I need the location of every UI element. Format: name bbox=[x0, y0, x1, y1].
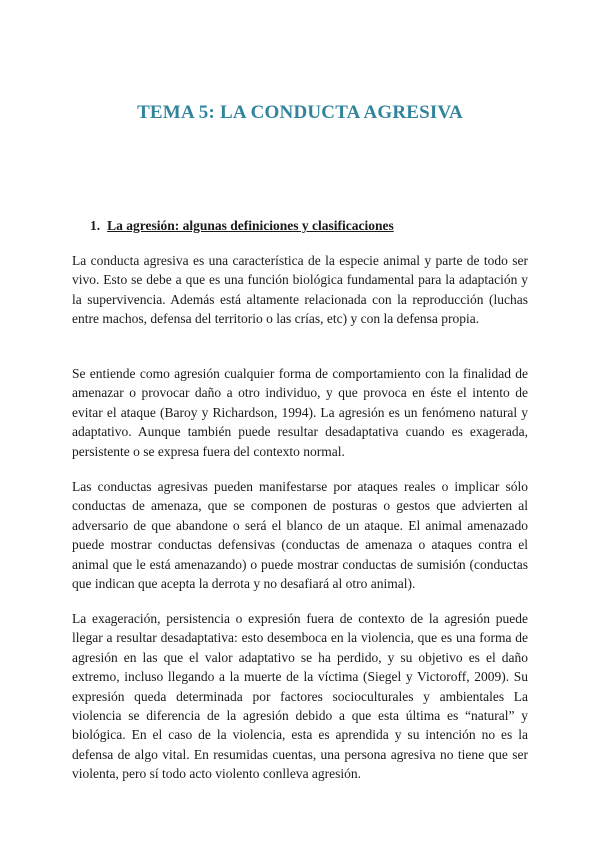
paragraph-3: Las conductas agresivas pueden manifestarse por ataques reales o implicar sólo conductas de amenaza, que se componen de posturas o gestos que advierten al adversario de que abandone o será el blanco de un ataque. El animal amenazado puede mostrar conductas defensivas (conductas de amenaza o ataques contra el animal que le está amenazando) o puede mostrar conductas de sumisión (conductas que indican que acepta la derrota y no desafiará al otro animal). bbox=[72, 479, 528, 592]
paragraph-4: La exageración, persistencia o expresión fuera de contexto de la agresión puede llegar a resultar desadaptativa: esto desemboca en la violencia, que es una forma de agresión en las que el valor adaptativo se ha perdido, y su objetivo es el daño extremo, incluso llegando a la muerte de la víctima (Siegel y Victoroff, 2009). Su expresión queda determinada por factores socioculturales y ambientales La violencia se diferencia de la agresión debido a que esta última es “natural” y biológica. En el caso de la violencia, esta es aprendida y su intención no es la defensa de algo vital. En resumidas cuentas, una persona agresiva no tiene que ser violenta, pero sí todo acto violento conlleva agresión. bbox=[72, 611, 528, 782]
paragraph-1: La conducta agresiva es una característica de la especie animal y parte de todo ser vivo. Esto se debe a que es una función biológica fundamental para la adaptación y la supervivencia. Además está altamente relacionada con la reproducción (luchas entre machos, defensa del territorio o las crías, etc) y con la defensa propia. bbox=[72, 253, 528, 327]
section-number: 1. bbox=[90, 218, 101, 233]
paragraph-2: Se entiende como agresión cualquier forma de comportamiento con la finalidad de amenazar o provocar daño a otro individuo, y que provoca en éste el intento de evitar el ataque (Baroy y Richardson, 1994). La agresión es un fenómeno natural y adaptativo. Aunque también puede resultar desadaptativa cuando es exagerada, persistente o se expresa fuera del contexto normal. bbox=[72, 366, 528, 459]
document-title: TEMA 5: LA CONDUCTA AGRESIVA bbox=[137, 102, 463, 123]
section-heading bbox=[90, 218, 394, 234]
section-heading-text: La agresión: algunas definiciones y clasificaciones bbox=[107, 218, 394, 233]
